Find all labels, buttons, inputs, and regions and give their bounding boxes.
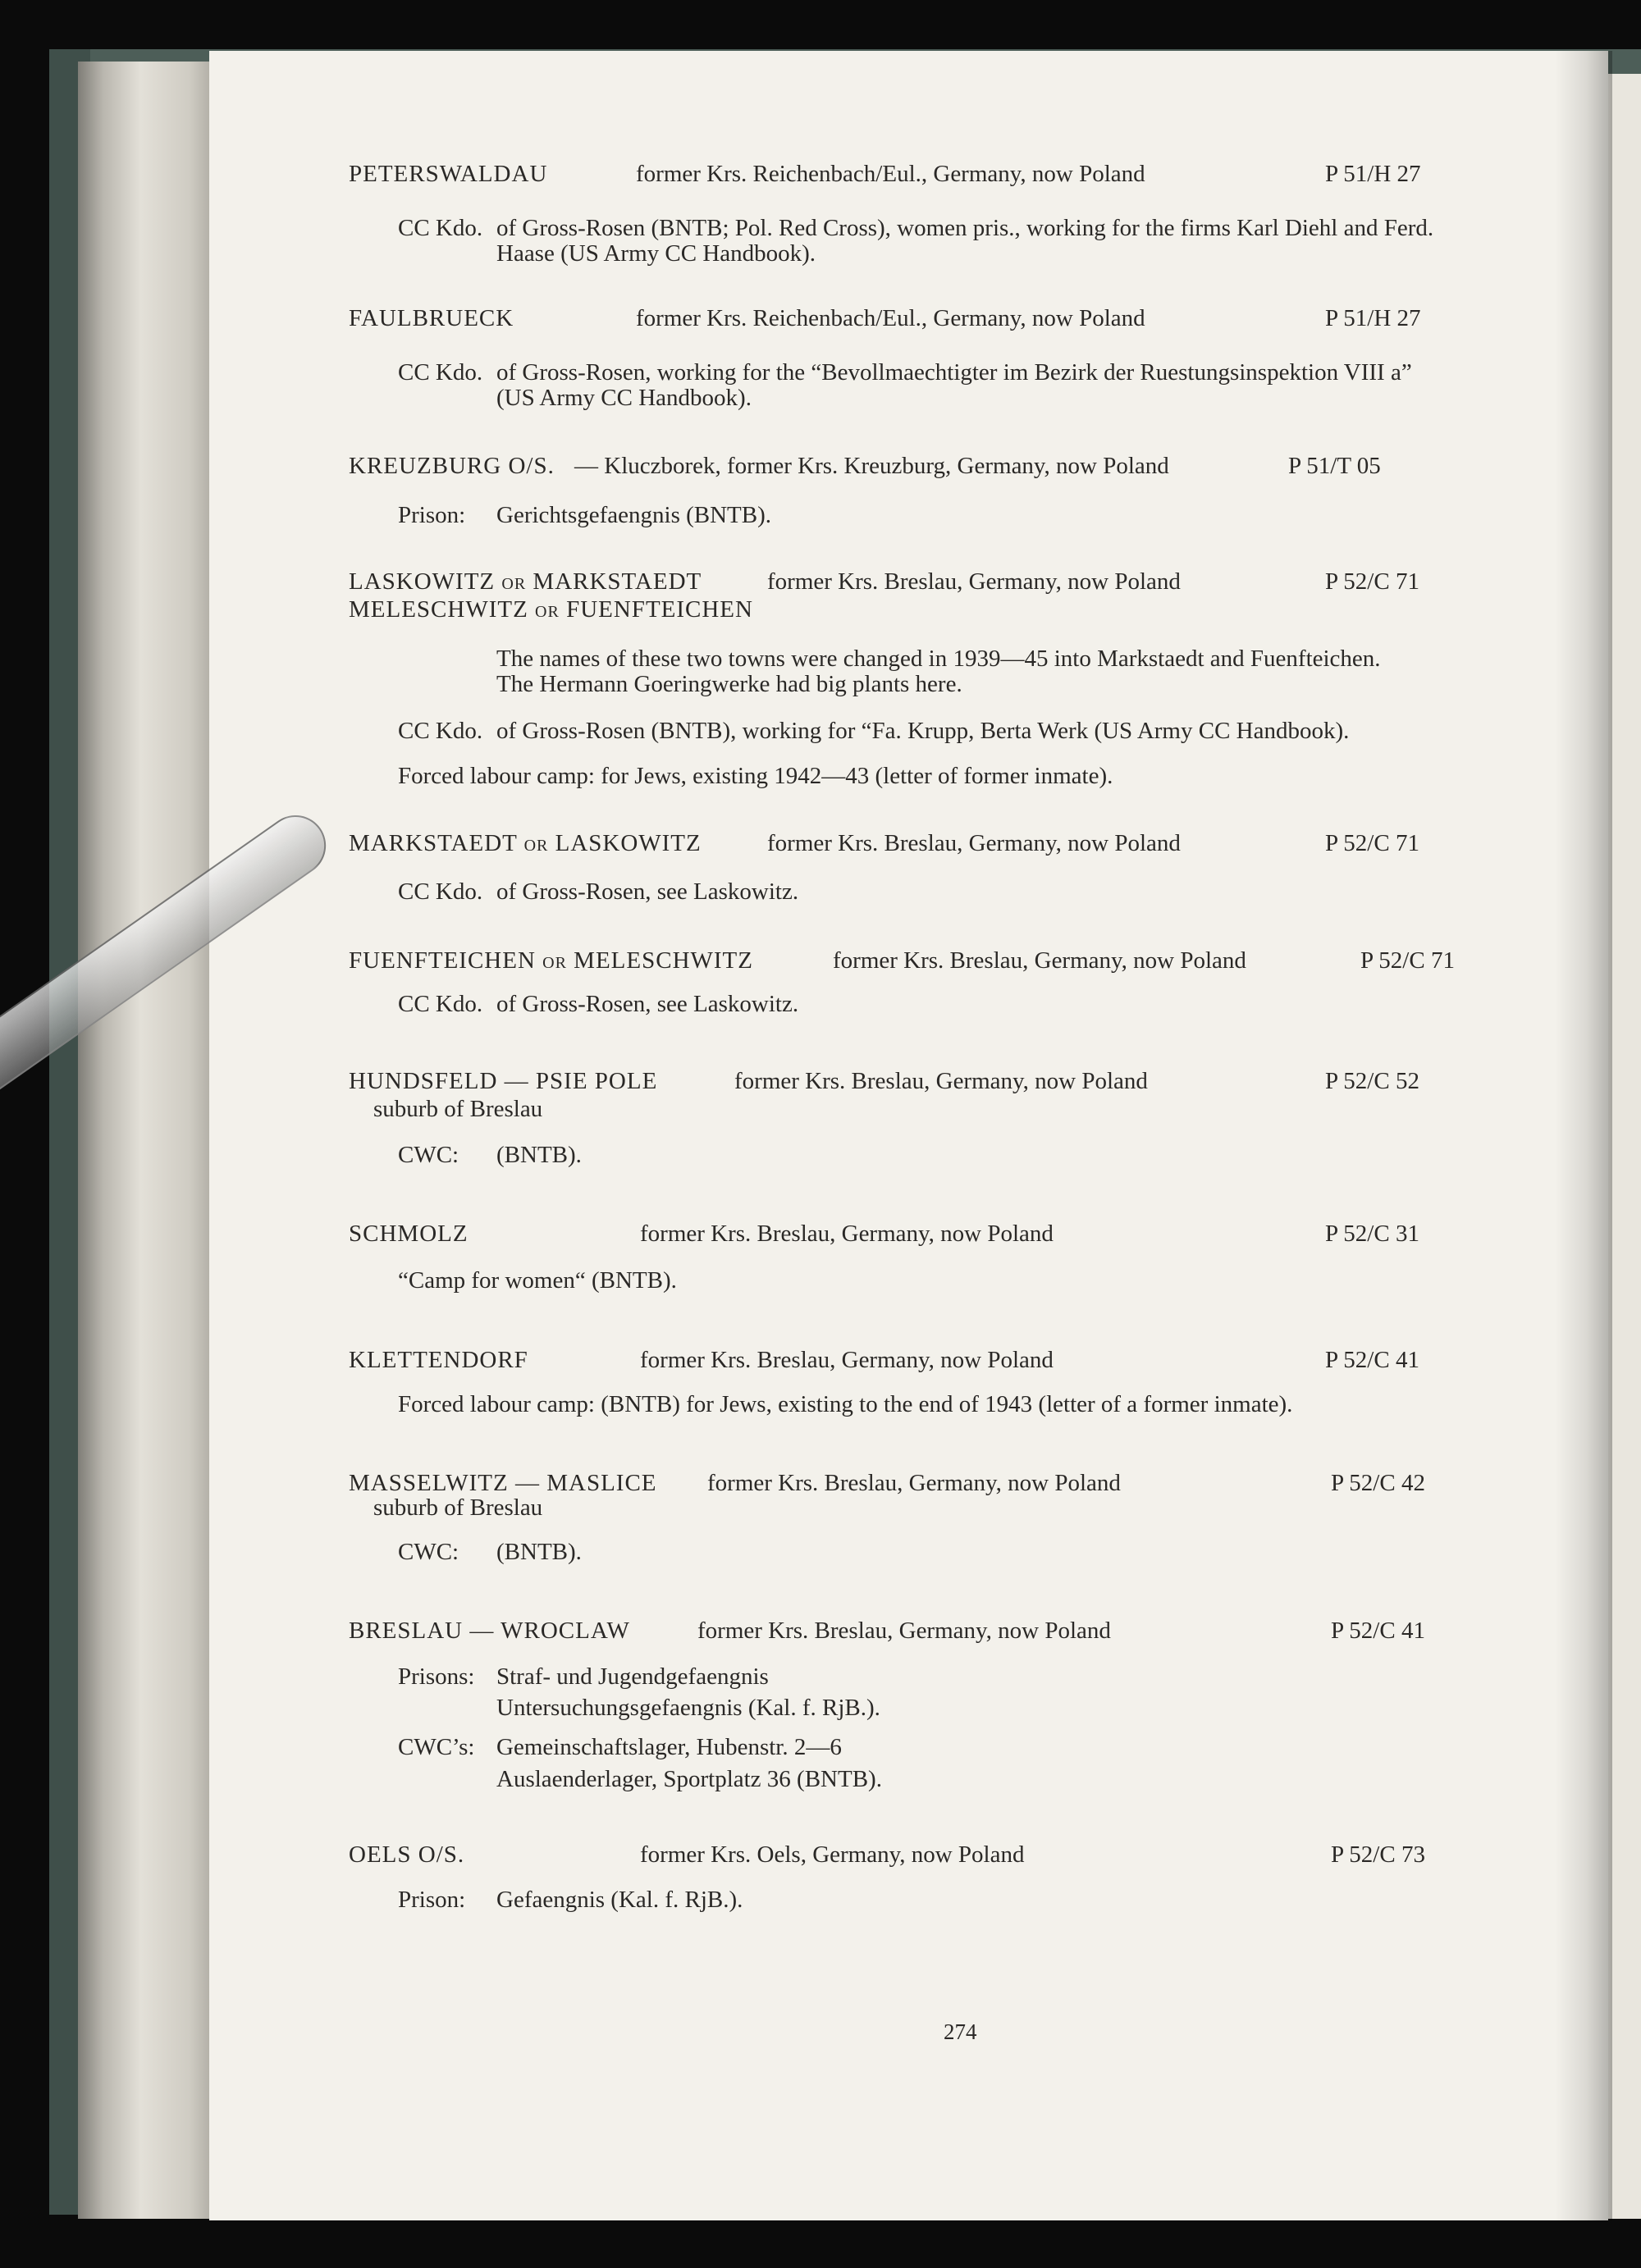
map-reference: P 52/C 73 (1331, 1841, 1425, 1868)
map-reference: P 52/C 31 (1325, 1221, 1419, 1247)
location: former Krs. Breslau, Germany, now Poland (697, 1618, 1111, 1644)
entry-kreuzburg (0, 453, 1641, 481)
location: former Krs. Breslau, Germany, now Poland (767, 568, 1181, 595)
entry-text: (BNTB). (496, 1539, 582, 1565)
location: former Krs. Breslau, Germany, now Poland (734, 1068, 1148, 1094)
location: former Krs. Reichenbach/Eul., Germany, now Poland (636, 305, 1145, 331)
entry-breslau (0, 1618, 1641, 1645)
spine-shadow (1555, 51, 1612, 2220)
entry-text: Untersuchungsgefaengnis (Kal. f. RjB.). (496, 1695, 880, 1721)
entry-text: Gefaengnis (Kal. f. RjB.). (496, 1887, 743, 1913)
location: former Krs. Breslau, Germany, now Poland (767, 830, 1181, 856)
location: former Krs. Breslau, Germany, now Poland (833, 947, 1246, 974)
place-subtitle: suburb of Breslau (373, 1096, 543, 1122)
place-name: HUNDSFELD — PSIE POLE (349, 1068, 658, 1094)
entry-klettendorf (0, 1347, 1641, 1375)
entry-faulbrueck (0, 305, 1641, 333)
place-name: KLETTENDORF (349, 1347, 528, 1373)
map-reference: P 52/C 71 (1325, 568, 1419, 595)
entry-label: CC Kdo. (398, 991, 483, 1017)
entry-label: CC Kdo. (398, 215, 483, 241)
place-name: FAULBRUECK (349, 305, 514, 331)
map-reference: P 51/T 05 (1288, 453, 1381, 479)
entry-label: CC Kdo. (398, 718, 483, 744)
entry-text: Auslaenderlager, Sportplatz 36 (BNTB). (496, 1766, 882, 1792)
entry-text: Gerichtsgefaengnis (BNTB). (496, 502, 772, 528)
entry-text: of Gross-Rosen, working for the “Bevollmaechtigter im Bezirk der Ruestungsinspektion VIII a” (496, 359, 1412, 386)
entry-label: Prison: (398, 1887, 466, 1913)
entry-label: Prisons: (398, 1663, 475, 1690)
location: former Krs. Breslau, Germany, now Poland (640, 1221, 1054, 1247)
entry-hundsfeld (0, 1068, 1641, 1096)
entry-text: Forced labour camp: (BNTB) for Jews, existing to the end of 1943 (letter of a former inmate). (398, 1391, 1293, 1417)
entry-label: CWC: (398, 1142, 459, 1168)
entry-note: The names of these two towns were changed in 1939—45 into Markstaedt and Fuenfteichen. (496, 646, 1381, 672)
entry-label: CC Kdo. (398, 359, 483, 386)
entry-text: of Gross-Rosen (BNTB), working for “Fa. Krupp, Berta Werk (US Army CC Handbook). (496, 718, 1350, 744)
entry-label: CWC: (398, 1539, 459, 1565)
entry-text: of Gross-Rosen, see Laskowitz. (496, 878, 799, 905)
place-name: PETERSWALDAU (349, 161, 548, 187)
place-name: BRESLAU — WROCLAW (349, 1618, 630, 1644)
entry-schmolz (0, 1221, 1641, 1248)
location: former Krs. Oels, Germany, now Poland (640, 1841, 1025, 1868)
entry-note: The Hermann Goeringwerke had big plants here. (496, 671, 962, 697)
entry-meleschwitz-line (0, 596, 1641, 624)
place-name: MELESCHWITZ or FUENFTEICHEN (349, 596, 753, 623)
place-subtitle: suburb of Breslau (373, 1495, 543, 1521)
entry-masselwitz (0, 1470, 1641, 1498)
map-reference: P 52/C 41 (1325, 1347, 1419, 1373)
entry-peterswaldau (0, 161, 1641, 189)
place-name: OELS O/S. (349, 1841, 465, 1868)
entry-text: of Gross-Rosen (BNTB; Pol. Red Cross), women pris., working for the firms Karl Diehl and Ferd. (496, 215, 1434, 241)
place-name: KREUZBURG O/S. (349, 453, 555, 479)
book-page (209, 51, 1608, 2220)
entry-text: Haase (US Army CC Handbook). (496, 240, 816, 267)
map-reference: P 52/C 52 (1325, 1068, 1419, 1094)
place-name: LASKOWITZ or MARKSTAEDT (349, 568, 702, 595)
entry-text: (BNTB). (496, 1142, 582, 1168)
map-reference: P 51/H 27 (1325, 161, 1421, 187)
place-name: SCHMOLZ (349, 1221, 469, 1247)
entry-text: Straf- und Jugendgefaengnis (496, 1663, 769, 1690)
map-reference: P 52/C 42 (1331, 1470, 1425, 1496)
map-reference: P 52/C 71 (1325, 830, 1419, 856)
place-name: MASSELWITZ — MASLICE (349, 1470, 657, 1496)
entry-text: (US Army CC Handbook). (496, 385, 752, 411)
place-name: MARKSTAEDT or LASKOWITZ (349, 830, 702, 856)
place-name: FUENFTEICHEN or MELESCHWITZ (349, 947, 753, 974)
location: former Krs. Reichenbach/Eul., Germany, now Poland (636, 161, 1145, 187)
location: — Kluczborek, former Krs. Kreuzburg, Germany, now Poland (574, 453, 1169, 479)
entry-text: Gemeinschaftslager, Hubenstr. 2—6 (496, 1734, 842, 1760)
entry-label: CC Kdo. (398, 878, 483, 905)
entry-text: of Gross-Rosen, see Laskowitz. (496, 991, 799, 1017)
entry-text: “Camp for women“ (BNTB). (398, 1267, 677, 1294)
entry-text: Forced labour camp: for Jews, existing 1942—43 (letter of former inmate). (398, 763, 1113, 789)
entry-oels (0, 1841, 1641, 1869)
map-reference: P 52/C 41 (1331, 1618, 1425, 1644)
page-number: 274 (944, 2019, 977, 2044)
entry-fuenfteichen (0, 947, 1641, 975)
entry-label: Prison: (398, 502, 466, 528)
map-reference: P 51/H 27 (1325, 305, 1421, 331)
entry-laskowitz (0, 568, 1641, 596)
location: former Krs. Breslau, Germany, now Poland (640, 1347, 1054, 1373)
location: former Krs. Breslau, Germany, now Poland (707, 1470, 1121, 1496)
entry-label: CWC’s: (398, 1734, 475, 1760)
map-reference: P 52/C 71 (1360, 947, 1455, 974)
